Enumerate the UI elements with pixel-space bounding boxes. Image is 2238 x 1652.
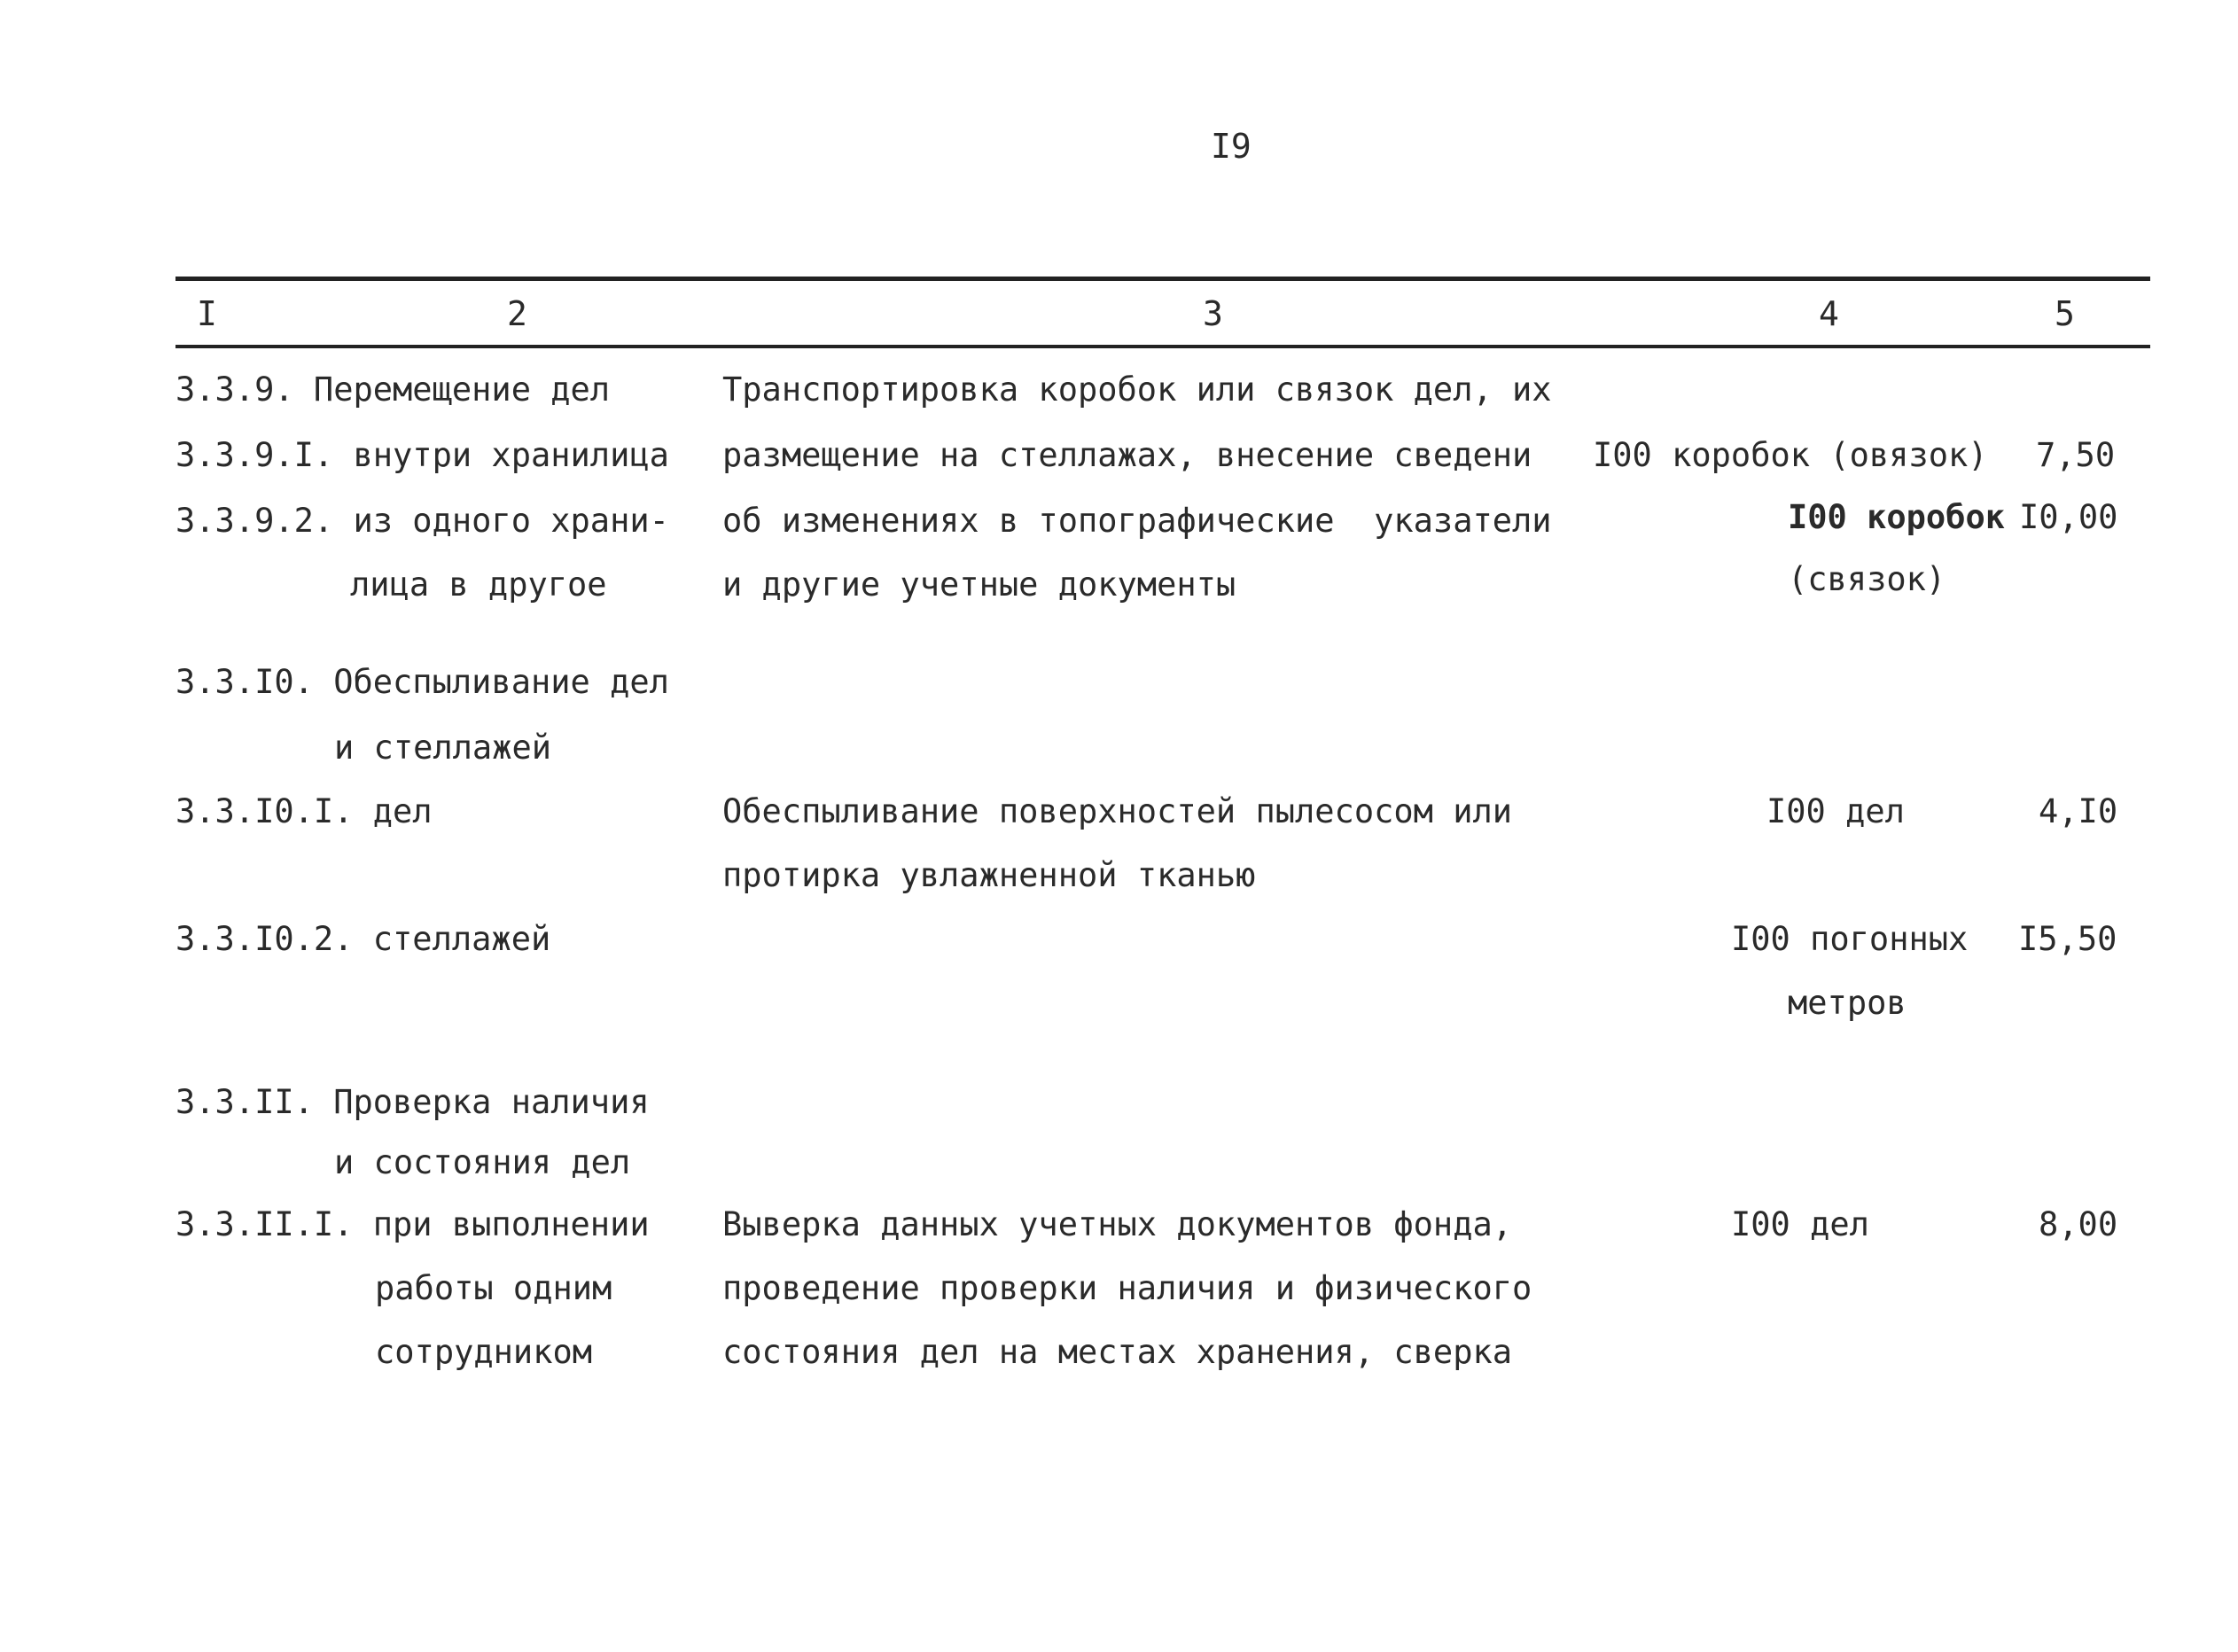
item-3-3-9-title: 3.3.9. Перемещение дел bbox=[175, 370, 611, 409]
item-3-3-10-title-line1: 3.3.I0. Обеспыливание дел bbox=[175, 663, 669, 701]
item-3-3-9-2-title-line1: 3.3.9.2. из одного храни- bbox=[175, 502, 669, 540]
item-3-3-11-title-line1: 3.3.II. Проверка наличия bbox=[175, 1083, 650, 1121]
item-3-3-10-title-line2: и стеллажей bbox=[334, 729, 552, 767]
item-3-3-9-2-unit-line2: (связок) bbox=[1788, 560, 1946, 598]
item-3-3-11-title-line2: и состояния дел bbox=[334, 1143, 631, 1181]
item-3-3-10-2-unit-line2: метров bbox=[1788, 984, 1907, 1022]
item-3-3-11-1-title-line2: работы одним bbox=[375, 1269, 612, 1307]
table-top-rule bbox=[175, 277, 2150, 281]
header-col-3: 3 bbox=[1203, 294, 1223, 333]
item-3-3-9-desc-line4: и другие учетные документы bbox=[722, 565, 1236, 604]
item-3-3-9-1-title: 3.3.9.I. внутри хранилица bbox=[175, 436, 669, 474]
item-3-3-9-2-title-line2: лица в другое bbox=[350, 565, 607, 604]
header-col-2: 2 bbox=[507, 294, 527, 333]
header-col-5: 5 bbox=[2055, 294, 2075, 333]
table-header-rule bbox=[175, 345, 2150, 348]
item-3-3-10-2-unit-line1: I00 погонных bbox=[1731, 920, 1969, 958]
item-3-3-11-1-value: 8,00 bbox=[2039, 1205, 2118, 1243]
item-3-3-10-2-title: 3.3.I0.2. стеллажей bbox=[175, 920, 551, 958]
item-3-3-10-2-value: I5,50 bbox=[2018, 920, 2117, 958]
item-3-3-11-1-desc-line2: проведение проверки наличия и физического bbox=[722, 1269, 1532, 1307]
item-3-3-11-1-desc-line1: Выверка данных учетных документов фонда, bbox=[722, 1205, 1513, 1243]
item-3-3-10-1-value: 4,I0 bbox=[2039, 792, 2118, 830]
item-3-3-9-desc-line3: об изменениях в топографические указатели bbox=[722, 502, 1552, 540]
item-3-3-11-1-unit: I00 дел bbox=[1731, 1205, 1869, 1243]
item-3-3-9-2-unit-line1: I00 коробок bbox=[1788, 498, 2006, 536]
item-3-3-10-1-desc-line1: Обеспыливание поверхностей пылесосом или bbox=[722, 792, 1513, 830]
item-3-3-10-1-desc-line2: протирка увлажненной тканью bbox=[722, 856, 1256, 894]
item-3-3-10-1-title: 3.3.I0.I. дел bbox=[175, 792, 433, 830]
item-3-3-11-1-title-line3: сотрудником bbox=[375, 1333, 593, 1371]
item-3-3-9-desc-line1: Транспортировка коробок или связок дел, их bbox=[722, 370, 1552, 409]
header-col-4: 4 bbox=[1819, 294, 1839, 333]
item-3-3-9-desc-line2: размещение на стеллажах, внесение сведени bbox=[722, 436, 1532, 474]
header-col-1: I bbox=[197, 294, 217, 333]
item-3-3-10-1-unit: I00 дел bbox=[1766, 792, 1905, 830]
item-3-3-9-1-value: 7,50 bbox=[2036, 436, 2116, 474]
item-3-3-9-1-unit: I00 коробок (овязок) bbox=[1593, 436, 1988, 474]
item-3-3-11-1-title-line1: 3.3.II.I. при выполнении bbox=[175, 1205, 650, 1243]
item-3-3-9-2-value: I0,00 bbox=[2019, 498, 2118, 536]
item-3-3-11-1-desc-line3: состояния дел на местах хранения, сверка bbox=[722, 1333, 1513, 1371]
page-number: I9 bbox=[1211, 127, 1252, 166]
